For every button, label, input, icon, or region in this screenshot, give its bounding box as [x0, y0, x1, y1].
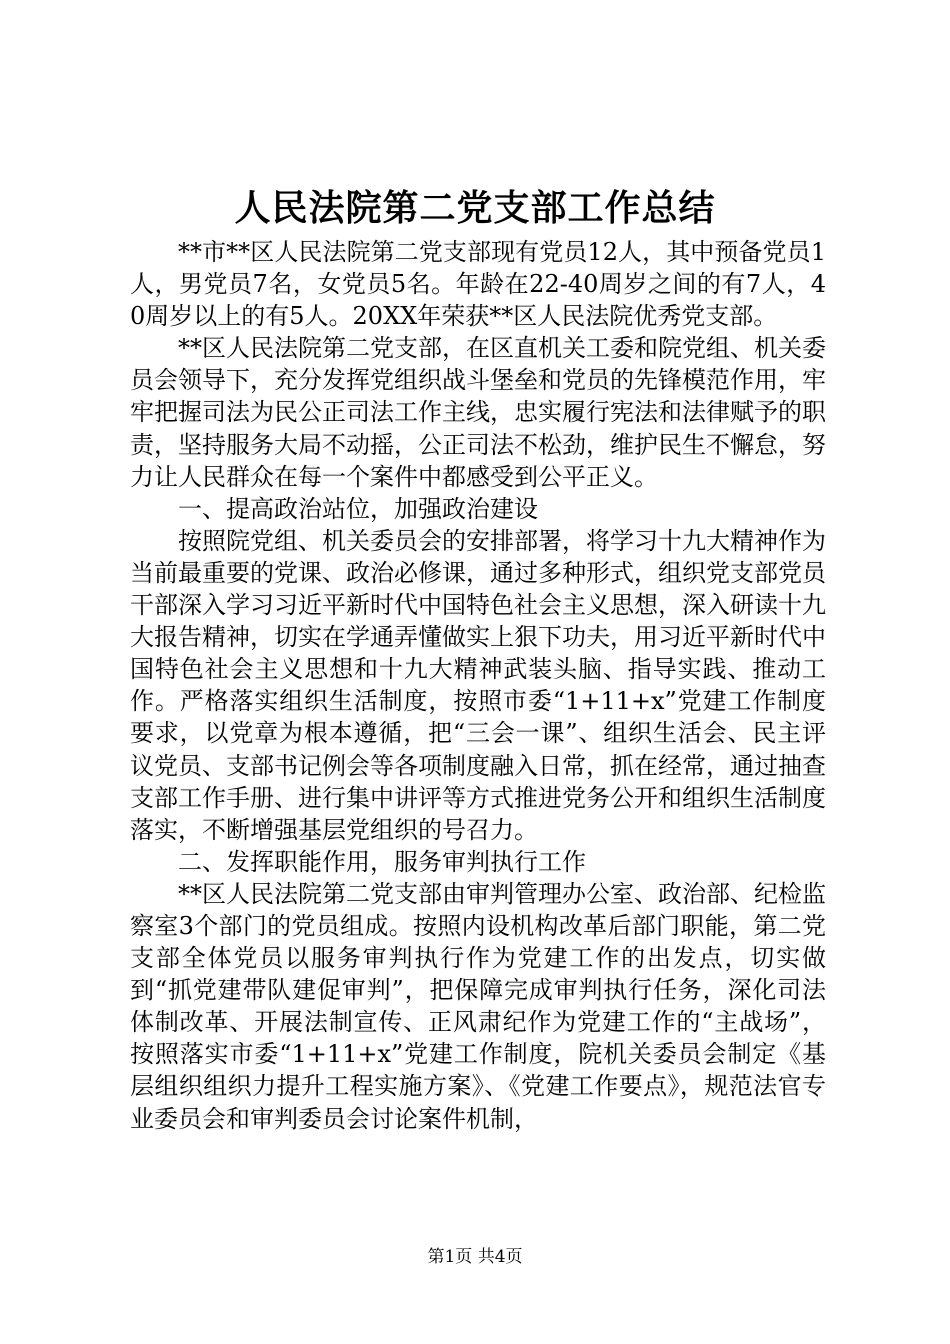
- paragraph-overview: **区人民法院第二党支部，在区直机关工委和院党组、机关委员会领导下，充分发挥党组织战斗堡垒和党员的先锋模范作用，牢牢把握司法为民公正司法工作主线，忠实履行宪法和法律赋予的职责，坚持服务大局不动摇，公正司法不松劲，维护民生不懈怠，努力让人民群众在每一个案件中都感受到公平正义。: [130, 334, 826, 491]
- page-number-footer: 第1页 共4页: [427, 1247, 523, 1267]
- section-heading-2: 二、发挥职能作用，服务审判执行工作: [178, 847, 586, 876]
- paragraph-section-2: **区人民法院第二党支部由审判管理办公室、政治部、纪检监察室3个部门的党员组成。按照内设机构改革后部门职能，第二党支部全体党员以服务审判执行作为党建工作的出发点，切实做到“抓党建带队建促审判”，把保障完成审判执行任务，深化司法体制改革、开展法制宣传、正风肃纪作为党建工作的“主战场”，按照落实市委“1+11+x”党建工作制度，院机关委员会制定《基层组织组织力提升工程实施方案》、《党建工作要点》，规范法官专业委员会和审判委员会讨论案件机制，: [130, 879, 826, 1133]
- document-body: [130, 236, 826, 1135]
- paragraph-intro: **市**区人民法院第二党支部现有党员12人，其中预备党员1人，男党员7名，女党员5名。年龄在22-40周岁之间的有7人，40周岁以上的有5人。20XX年荣获**区人民法院优秀党支部。: [130, 238, 826, 331]
- section-heading-1: 一、提高政治站位，加强政治建设: [178, 494, 538, 523]
- document-title: 人民法院第二党支部工作总结: [234, 187, 716, 229]
- paragraph-section-1: 按照院党组、机关委员会的安排部署，将学习十九大精神作为当前最重要的党课、政治必修课，通过多种形式，组织党支部党员干部深入学习习近平新时代中国特色社会主义思想，深入研读十九大报告精神，切实在学通弄懂做实上狠下功夫，用习近平新时代中国特色社会主义思想和十九大精神武装头脑、指导实践、推动工作。严格落实组织生活制度，按照市委“1+11+x”党建工作制度要求，以党章为根本遵循，把“三会一课”、组织生活会、民主评议党员、支部书记例会等各项制度融入日常，抓在经常，通过抽查支部工作手册、进行集中讲评等方式推进党务公开和组织生活制度落实，不断增强基层党组织的号召力。: [130, 526, 826, 844]
